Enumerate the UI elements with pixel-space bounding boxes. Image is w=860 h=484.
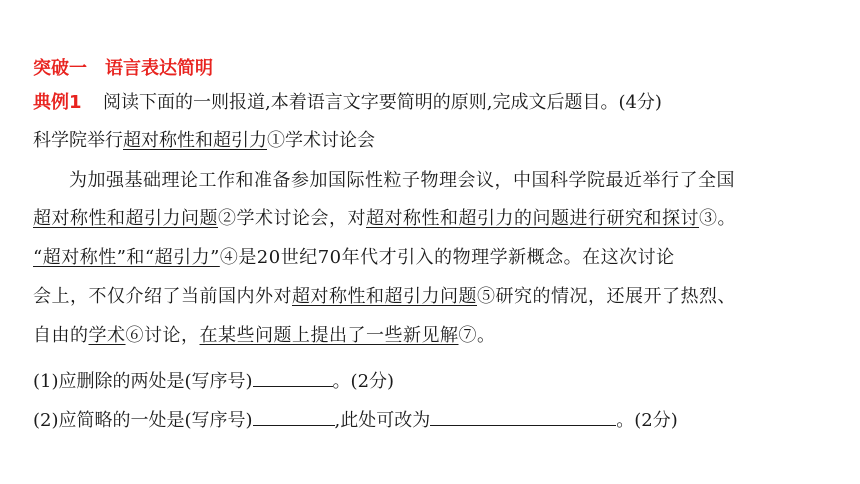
- passage-headline: [33, 128, 375, 154]
- example-header: [33, 90, 662, 116]
- headline-suffix: 学术讨论会: [285, 130, 375, 151]
- passage-line-4: [33, 284, 736, 310]
- passage-marker: ③。: [699, 208, 736, 229]
- question-1-suffix: 。(2分): [332, 371, 395, 392]
- question-1: [33, 368, 394, 395]
- passage-marker: ⑤: [477, 286, 496, 307]
- passage-underlined: 超对称性和超引力问题: [33, 208, 218, 229]
- passage-underlined: “超对称性”和“超引力”: [33, 247, 220, 268]
- headline-prefix: 科学院举行: [33, 130, 123, 151]
- passage-line-1: [69, 168, 735, 194]
- passage-underlined: 在某些问题上提出了一些新见解: [199, 325, 459, 346]
- passage-text: 研究的情况，还展开了热烈、: [495, 286, 736, 307]
- example-label: 典例1: [33, 92, 82, 113]
- question-2-answer-blank-2[interactable]: [430, 407, 616, 426]
- passage-marker: ④: [219, 247, 239, 268]
- question-2-suffix: 。(2分): [616, 410, 678, 431]
- passage-underlined: 超对称性和超引力的问题进行研究和探讨: [366, 208, 699, 229]
- question-1-answer-blank[interactable]: [253, 368, 333, 387]
- passage-marker: ⑦。: [458, 325, 496, 346]
- passage-line-2: [33, 206, 736, 232]
- question-2-answer-blank-1[interactable]: [253, 407, 335, 426]
- passage-line-3: [33, 245, 675, 271]
- passage-text: 学术讨论会，对: [236, 208, 366, 229]
- passage-text: 自由的: [33, 325, 89, 346]
- question-2: [33, 407, 678, 434]
- passage-text: 是20世纪70年代才引入的物理学新概念。在这次讨论: [238, 247, 675, 268]
- example-instruction: 阅读下面的一则报道,本着语言文字要简明的原则,完成文后题目。(4分): [103, 92, 662, 113]
- headline-marker: ①: [267, 130, 285, 151]
- question-2-mid: ,此处可改为: [334, 410, 431, 431]
- passage-text: 讨论，: [144, 325, 200, 346]
- headline-underlined: 超对称性和超引力: [123, 130, 267, 151]
- passage-underlined: 学术: [88, 325, 126, 346]
- question-1-prefix: (1)应删除的两处是(写序号): [33, 371, 253, 392]
- passage-marker: ②: [218, 208, 237, 229]
- section-title: 突破一 语言表达简明: [33, 58, 213, 79]
- passage-marker: ⑥: [125, 325, 144, 346]
- passage-underlined: 超对称性和超引力问题: [292, 286, 477, 307]
- passage-text: 为加强基础理论工作和准备参加国际性粒子物理会议，中国科学院最近举行了全国: [69, 170, 735, 191]
- passage-line-5: [33, 323, 496, 349]
- question-2-prefix: (2)应简略的一处是(写序号): [33, 410, 253, 431]
- passage-text: 会上，不仅介绍了当前国内外对: [33, 286, 292, 307]
